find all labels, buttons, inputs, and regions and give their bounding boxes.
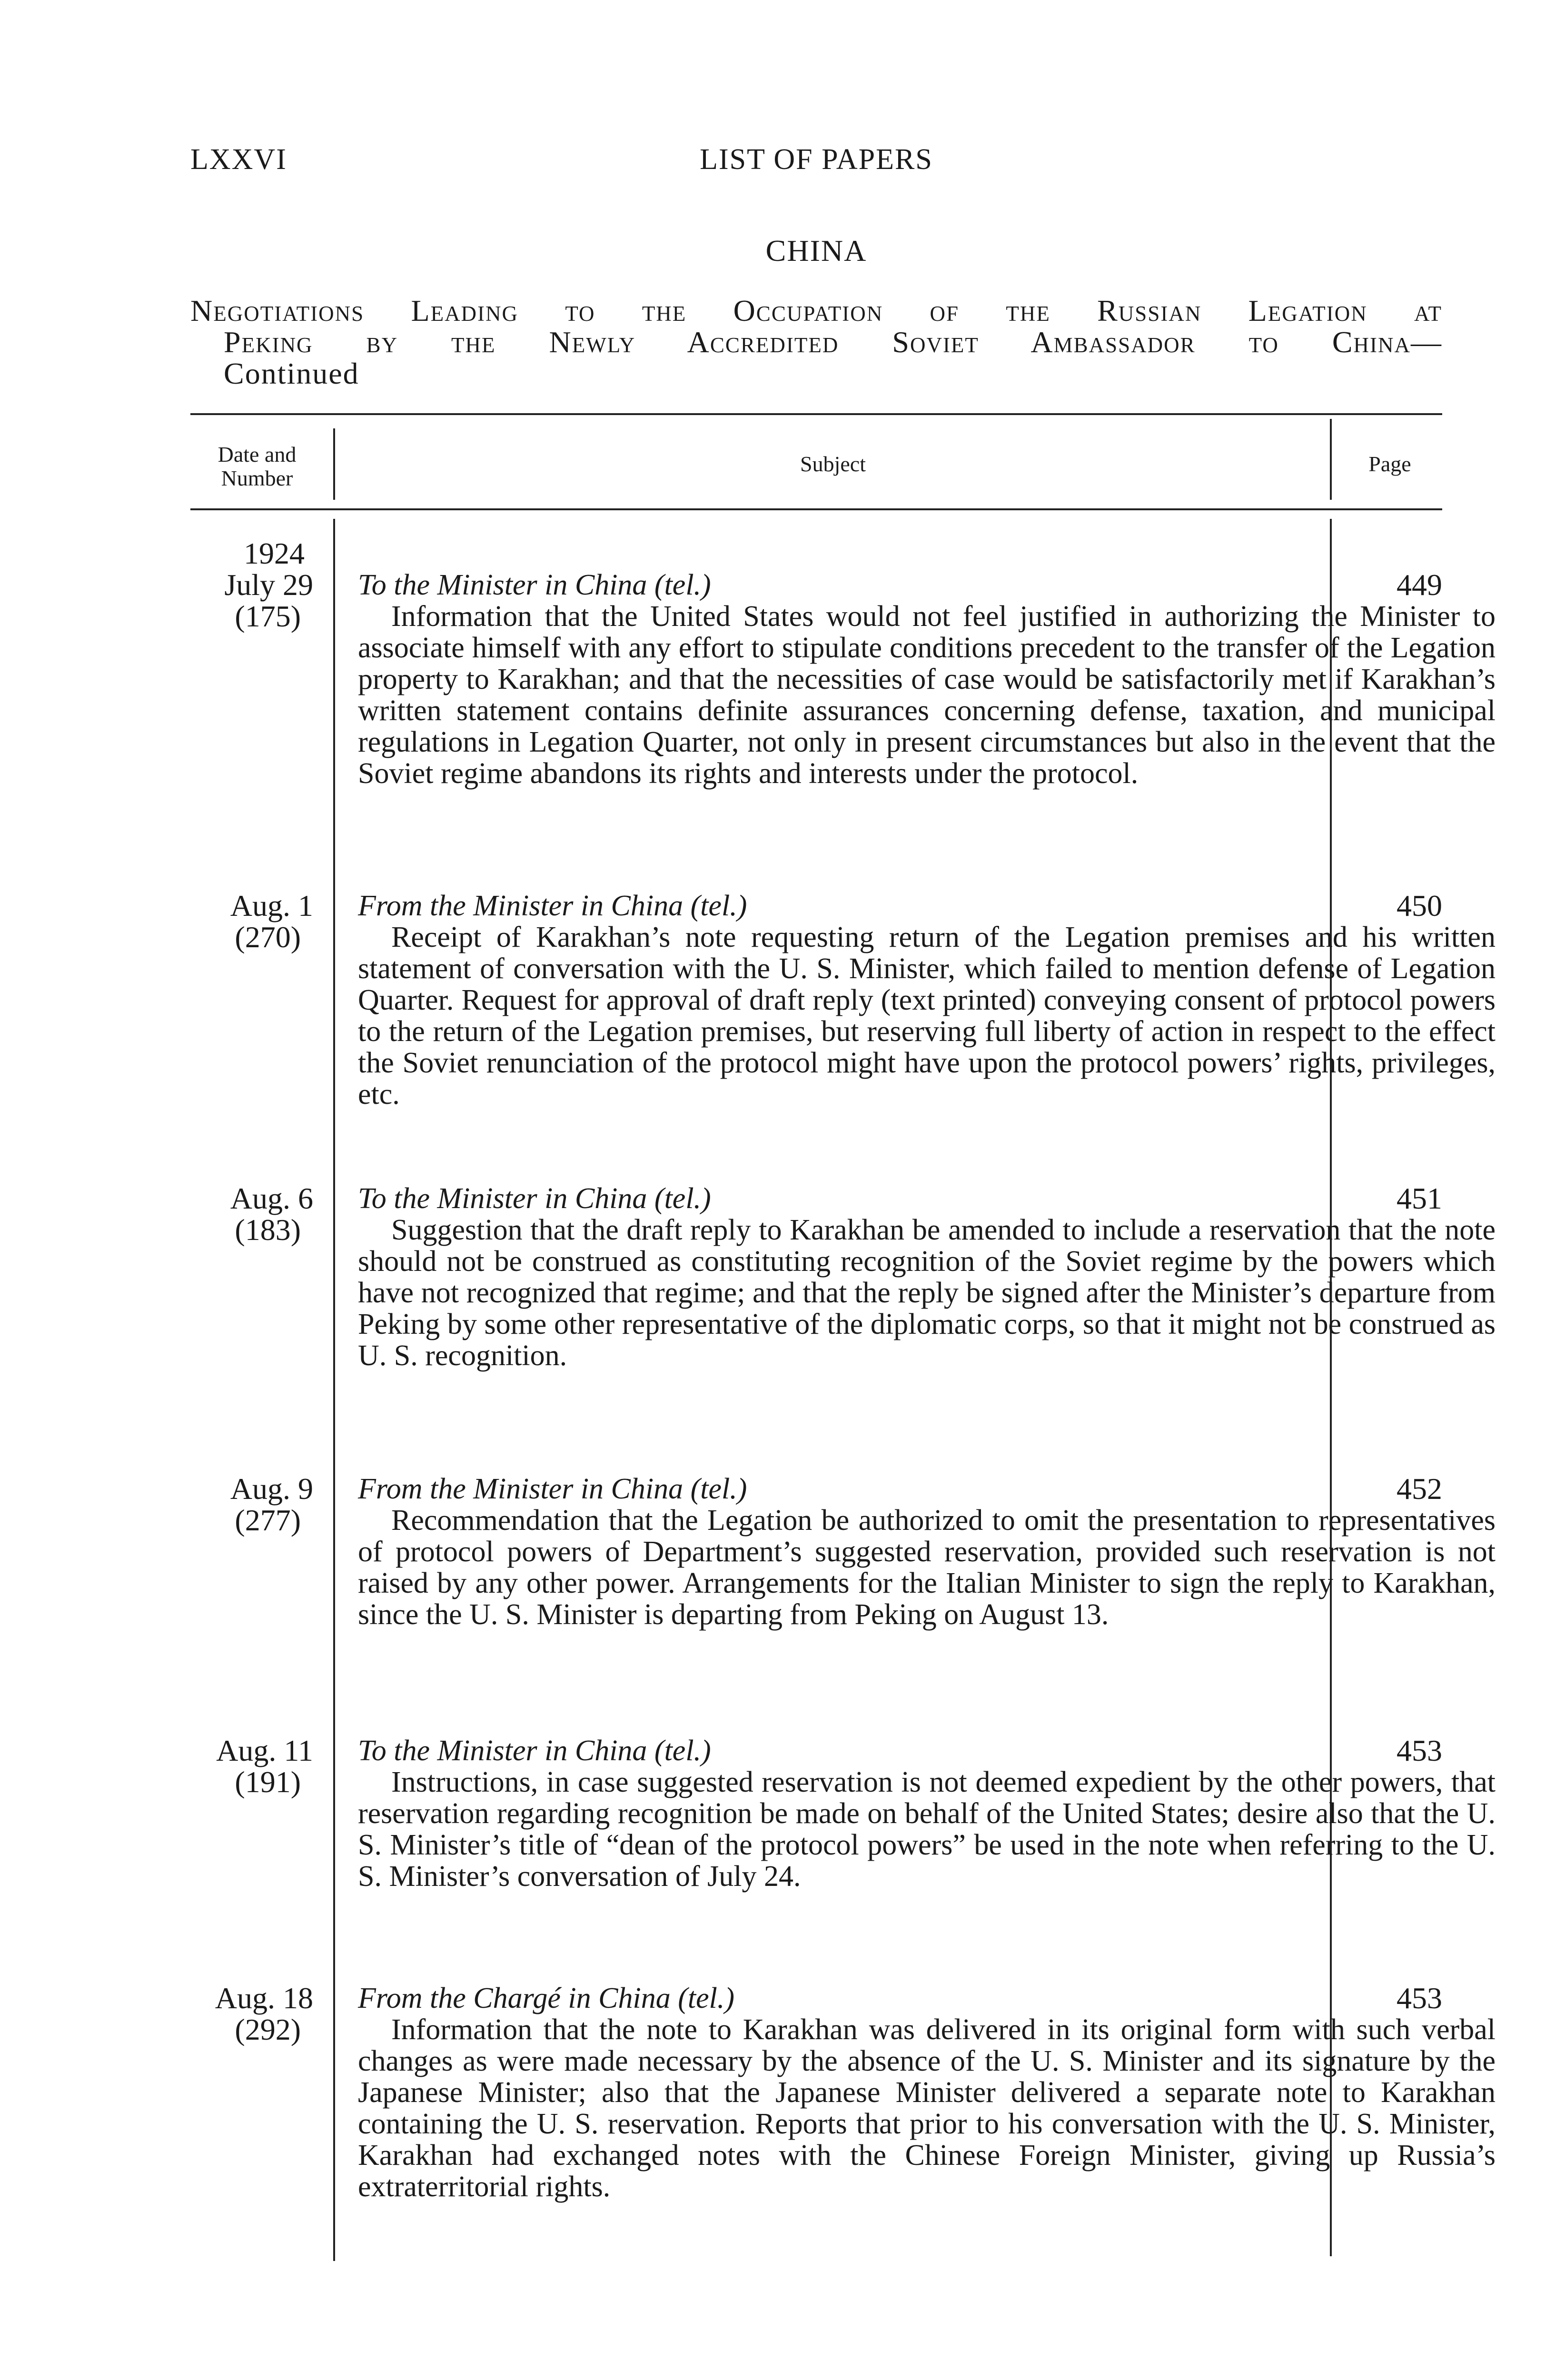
entry-number: (191): [235, 1765, 301, 1799]
entry-summary: Receipt of Karakhan’s note requesting return of the Legation premises and his written statement of conversation with the U. S. Minister, which failed to mention defense of Legation Quarter. Request for approval of draft reply (text printed) conveying consent of protocol powers to the return of the Legation premises, but reserving full liberty of action in respect to the effect the Soviet renunciation of the protocol might have upon the protocol powers’ rights, privileges, etc.: [358, 921, 1496, 1111]
entry-year: 1924: [244, 536, 305, 570]
entry-page: 451: [1397, 1181, 1442, 1215]
entry-number: (175): [235, 599, 301, 633]
table-top-rule: [190, 413, 1442, 415]
column-divider: [333, 519, 335, 2261]
subsection-line: Negotiations Leading to the Occupation of the Russian Legation at: [190, 294, 1442, 327]
entry-heading: From the Chargé in China (tel.): [358, 1982, 734, 2014]
column-header-subject: Subject: [800, 452, 866, 476]
entry-number: (292): [235, 2013, 301, 2046]
entry-page: 449: [1397, 568, 1442, 602]
entry-page: 453: [1397, 1981, 1442, 2015]
entry-subject: [358, 1473, 1496, 1630]
entry-heading: From the Minister in China (tel.): [358, 890, 747, 922]
entry-summary: Information that the United States would not feel justified in authorizing the Minister to associate himself with any effort to stipulate conditions precedent to the transfer of the Legation property to Karakhan; and that the necessities of case would be satisfactorily met if Karakhan’s written statement contains definite assurances concerning defense, taxation, and municipal regulations in Legation Quarter, not only in present circumstances but also in the event that the Soviet regime abandons its rights and interests under the protocol.: [358, 600, 1496, 790]
entry-date: Aug. 18: [215, 1981, 313, 2015]
entry-number: (277): [235, 1503, 301, 1537]
entry-summary: Information that the note to Karakhan was delivered in its original form with such verbal changes as were made necessary by the absence of the U. S. Minister and its signature by the Japanese Minister; also that the Japanese Minister delivered a separate note to Karakhan containing the U. S. reservation. Reports that prior to his conversation with the U. S. Minister, Karakhan had exchanged notes with the Chinese Foreign Minister, giving up Russia’s extraterritorial rights.: [358, 2013, 1496, 2203]
column-divider: [333, 428, 335, 500]
page-folio: LXXVI: [190, 143, 287, 176]
entry-page: 453: [1397, 1734, 1442, 1767]
section-title: CHINA: [765, 234, 867, 268]
column-divider: [1330, 419, 1332, 500]
entry-subject: [358, 1735, 1496, 1892]
column-header-date-number: Date and Number: [218, 442, 297, 490]
entry-subject: [358, 1183, 1496, 1371]
entry-page: 452: [1397, 1472, 1442, 1506]
entry-summary: Recommendation that the Legation be authorized to omit the presentation to representatives of protocol powers of Department’s suggested reservation, provided such reservation is not raised by any other power. Arrangements for the Italian Minister to sign the reply to Karakhan, since the U. S. Minister is departing from Peking on August 13.: [358, 1504, 1496, 1631]
entry-number: (183): [235, 1213, 301, 1247]
entry-summary: Suggestion that the draft reply to Karakhan be amended to include a reservation that the note should not be construed as constituting recognition of the Soviet regime by the powers which have not recognized that regime; and that the reply be signed after the Minister’s departure from Peking by some other representative of the diplomatic corps, so that it might not be construed as U. S. recognition.: [358, 1214, 1496, 1372]
entry-summary: Instructions, in case suggested reservation is not deemed expedient by the other powers, that reservation regarding recognition be made on behalf of the United States; desire also that the U. S. Minister’s title of “dean of the protocol powers” be used in the note when referring to the U. S. Minister’s conversation of July 24.: [358, 1766, 1496, 1893]
entry-date: Aug. 11: [216, 1734, 313, 1767]
running-head: [190, 143, 1442, 181]
entry-date: Aug. 1: [230, 889, 313, 922]
subsection-heading: [190, 295, 1442, 389]
entry-subject: [358, 1983, 1496, 2202]
column-header-page: Page: [1368, 452, 1411, 476]
table-header-rule: [190, 508, 1442, 510]
entry-heading: From the Minister in China (tel.): [358, 1473, 747, 1505]
entry-subject: [358, 890, 1496, 1110]
entry-date: July 29: [224, 568, 313, 602]
entry-date: Aug. 9: [230, 1472, 313, 1506]
entry-number: (270): [235, 920, 301, 954]
subsection-line: Continued: [224, 357, 359, 390]
entry-heading: To the Minister in China (tel.): [358, 569, 711, 601]
entry-subject: [358, 569, 1496, 789]
entry-page: 450: [1397, 889, 1442, 922]
running-title: LIST OF PAPERS: [700, 143, 933, 176]
entry-date: Aug. 6: [230, 1181, 313, 1215]
entry-heading: To the Minister in China (tel.): [358, 1735, 711, 1767]
entry-heading: To the Minister in China (tel.): [358, 1182, 711, 1215]
subsection-line: Peking by the Newly Accredited Soviet Ambassador to China—: [224, 325, 1442, 359]
